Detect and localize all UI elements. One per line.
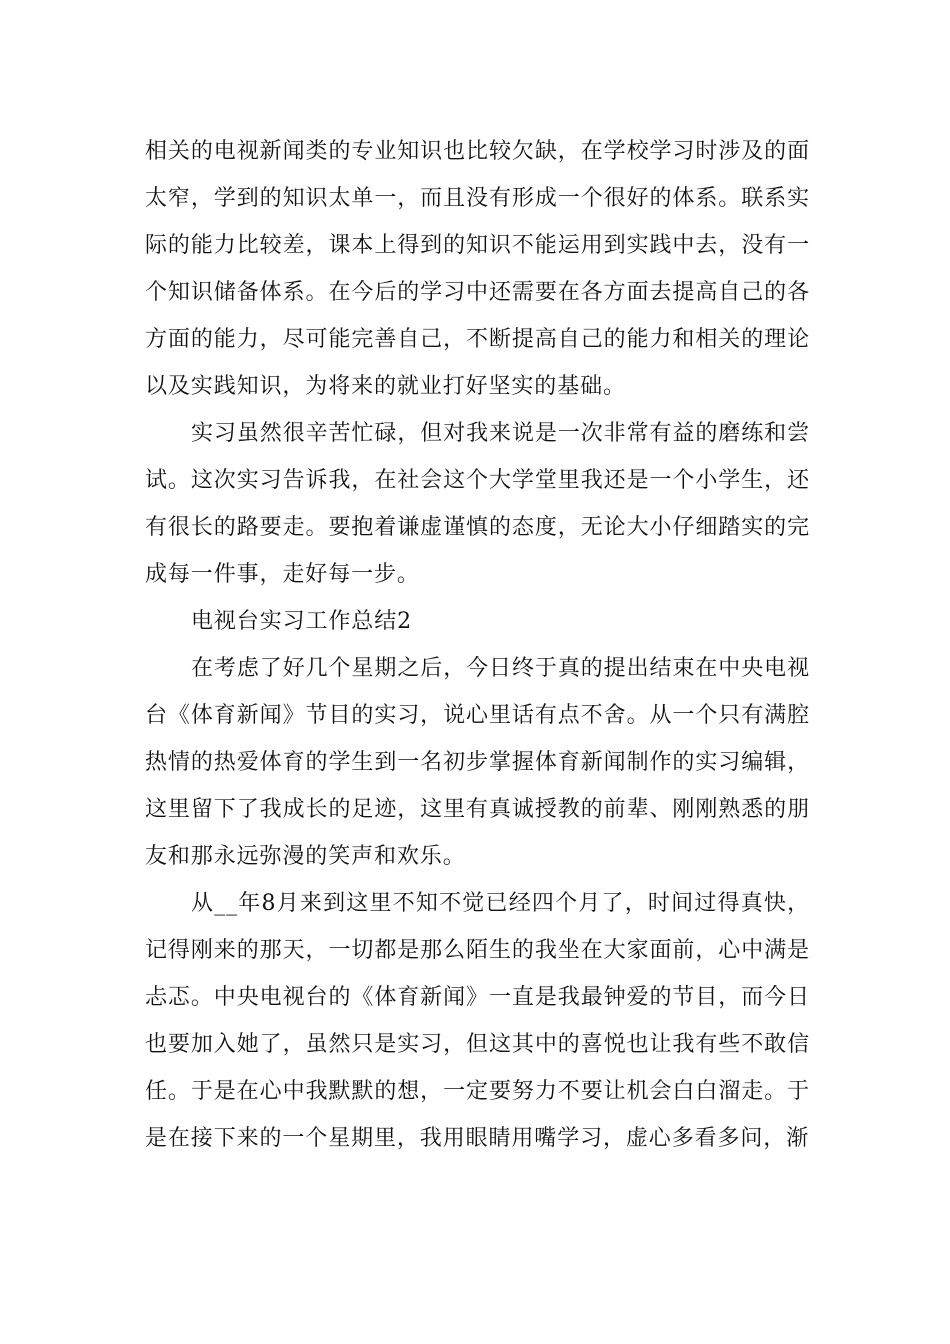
section-heading: 电视台实习工作总结2 xyxy=(191,609,412,634)
document-body xyxy=(145,128,810,1162)
paragraph-2: 实习虽然很辛苦忙碌，但对我来说是一次非常有益的磨练和尝试。这次实习告诉我，在社会这个大学堂里我还是一个小学生，还有很长的路要走。要抱着谦虚谨慎的态度，无论大小仔细踏实的完成每一件事，走好每一步。 xyxy=(145,421,810,587)
paragraph-3: 在考虑了好几个星期之后，今日终于真的提出结束在中央电视台《体育新闻》节目的实习，说心里话有点不舍。从一个只有满腔热情的热爱体育的学生到一名初步掌握体育新闻制作的实习编辑，这里留下了我成长的足迹，这里有真诚授教的前辈、刚刚熟悉的朋友和那永远弥漫的笑声和欢乐。 xyxy=(145,656,810,869)
paragraph-1: 相关的电视新闻类的专业知识也比较欠缺，在学校学习时涉及的面太窄，学到的知识太单一，而且没有形成一个很好的体系。联系实际的能力比较差，课本上得到的知识不能运用到实践中去，没有一个知识储备体系。在今后的学习中还需要在各方面去提高自己的各方面的能力，尽可能完善自己，不断提高自己的能力和相关的理论以及实践知识，为将来的就业打好坚实的基础。 xyxy=(145,139,810,399)
paragraph-4: 从__年8月来到这里不知不觉已经四个月了，时间过得真快，记得刚来的那天，一切都是那么陌生的我坐在大家面前，心中满是忐忑。中央电视台的《体育新闻》一直是我最钟爱的节目，而今日也要加入她了，虽然只是实习，但这其中的喜悦也让我有些不敢信任。于是在心中我默默的想，一定要努力不要让机会白白溜走。于是在接下来的一个星期里，我用眼睛用嘴学习，虚心多看多问，渐 xyxy=(145,891,810,1151)
